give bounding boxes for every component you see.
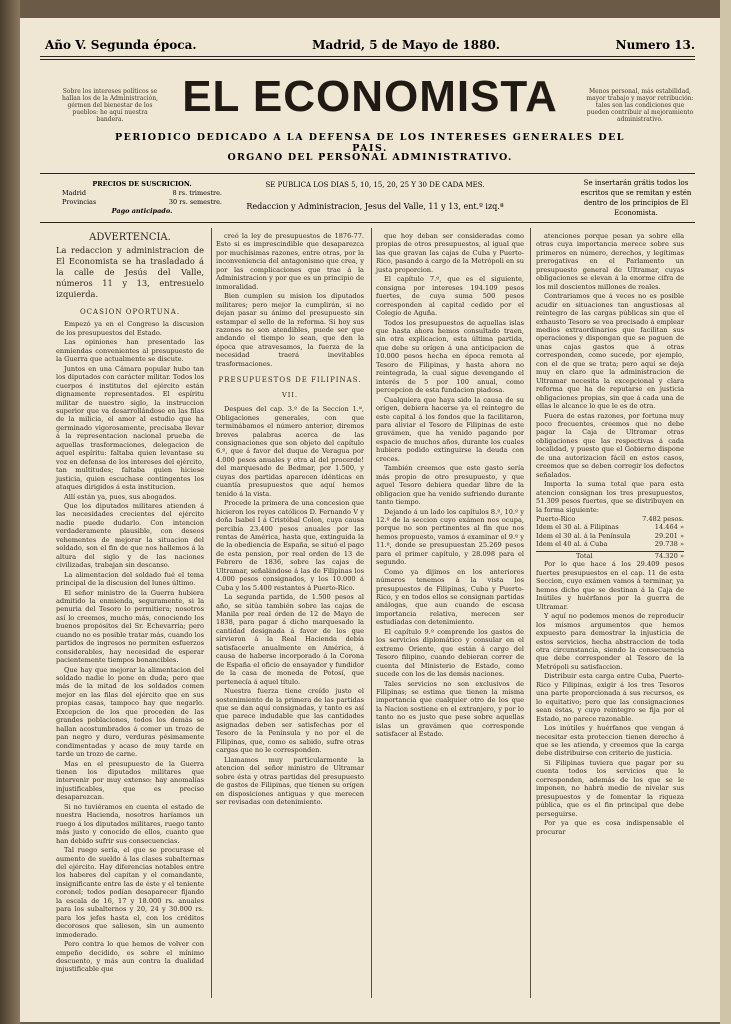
article-paragraph: El señor ministro de la Guerra hubiera admitido la enmienda, seguramente, si la penuria del Tesoro lo permitiera; nosotros así lo creemos, mucho más, conociendo los buenos propósitos del Sr. Echevarría; pero cuando no es posible tratar más, cuando los partidos de ingresos no permiten esfuerzos considerables, hay necesidad de esperar pacientemente tiempos bonancibles. xyxy=(56,588,204,665)
subscription-prices xyxy=(62,180,222,216)
page-edge xyxy=(720,0,731,1024)
masthead-rule-top xyxy=(40,56,695,57)
article-paragraph: Como ya dijimos en los anteriores números tenemos á la vista los presupuestos de Filipinas, Cuba y Puerto-Rico, y en todos ellos se consignan partidas análogas, que aun cuando de escasa importancia relativa, merecen ser estudiadas con detenimiento. xyxy=(376,567,524,627)
price-place: Madrid xyxy=(62,189,87,197)
article-heading: OCASION OPORTUNA. xyxy=(79,308,181,316)
table-value: 74.320 » xyxy=(654,551,684,560)
article-paragraph: Importa la suma total que para esta atencion consignan los tres presupuestos, 51.309 pesos fuertes, que se distribuyen en la forma siguiente: xyxy=(536,480,684,514)
article-paragraph: atenciones porque pesan ya sobre ella otras cuya importancia merece sobre sus primeros en número, derechos, y legítimas prerogativas en el Parlamento un presupuesto general de Ultramar, cuyas obligaciones se elevan á la enorme cifra de los mil doscientos millones de reales. xyxy=(536,232,684,291)
price-place: Provincias xyxy=(62,198,97,206)
column-separator xyxy=(371,228,372,998)
advertencia-heading: ADVERTENCIA. xyxy=(89,232,171,243)
article-paragraph: Que hay que mejorar la alimentacion del soldado nadie lo pone en duda; pero que más de la mitad de los soldados comen mejor en las filas del ejército que en sus propias casas, tampoco hay que negarlo. Excepcion de los que proceden de las grandes poblaciones, todos los demás se hallan acostumbrados á comer un trozo de pan negro y duro, verduras pésimamente condimentadas y acaso de muy tarde en tarde un trozo de carne. xyxy=(56,665,204,759)
column-2 xyxy=(216,232,364,807)
article-paragraph: Contrariamos que á veces no es posible acudir en situaciones tan angustiosas al reintegro de las cargas públicas sin que el exhausto Tesoro se vea precisado á emplear medios extraordinarios que facilitan sus operaciones y dispongan que se paguen de unas cajas gastos que á otras corresponden, como sucede, por ejemplo, con el de que se trata; pero aquí se deja muy en claro que la administracion de Ultramar necesita la excepcional y clara reforma que ha de reputarse en justicia obligaciones propias, sin que á cada una de ellas le alcance lo que le es de otra. xyxy=(536,292,684,411)
masthead-topline xyxy=(45,38,695,52)
article-paragraph: Tal ruego sería, el que se procurase el aumento de sueldo á las clases subalternas del ejército. Hay diferencias notables entre los haberes del capitan y el comandante, insignificante entre las de éste y el teniente coronel; todos podían desaparecer fijando la escala de 16, 17 y 18.000 rs. anuales para los subalternos y 20, 24 y 30.000 rs. para los jefes hasta el, con los créditos decorosos que saliesen, sin un aumento inmoderado. xyxy=(56,846,204,939)
issue-year: Año V. Segunda época. xyxy=(45,38,197,52)
article-paragraph: Por ya que es cosa indispensable el procurar xyxy=(536,819,684,836)
article-paragraph: Juntos en una Cámara popular hubo tan los diputados con carácter militar. Todos los cuerpos é institutos del ejército están dignamente representados. El espíritu militar de nuestro siglo, la instruccion superior que va desarrollándose en las filas de la milicia, el amor al estudio que ha germinado vigorosamente, precisaba llevar á la representacion nacional prueba de aquellas trasformaciones, delegacion de aquel espíritu: faltaba quien levantase su voz en defensa de los intereses del ejército, tan multitudes; faltaba quien hiciese justicia, quien escuchase contingentes los ataques dirigidos á esta institucion. xyxy=(56,364,204,492)
binding-edge xyxy=(0,0,20,1024)
table-value: 7.482 pesos. xyxy=(642,514,684,523)
price-value: 30 rs. semestre. xyxy=(168,198,222,206)
table-label: Total xyxy=(576,551,593,560)
article-paragraph: La segunda partida, de 1.500 pesos al año, se sitúa también sobre las cajas de Manila por real órden de 12 de Mayo de 1838, para pagar á dicho marquesado la cantidad designada á favor de los que sirvieron á la Real Hacienda debía satisfacerle anualmente en América, á causa de haberse incorporado á la Corona de España el oficio de ensayador y fundidor de la casa de moneda de Potosí, que pertenecía á aquel título. xyxy=(216,593,364,686)
article-paragraph: Las opiniones han presentado las enmiendas convenientes al presupuesto de la Guerra que actualmente se discute. xyxy=(56,338,204,364)
article-paragraph: Y aquí no podemos menos de reproducir los mismos argumentos que hemos expuesto para demostrar la injusticia de estos servicios, hecha abstraccion de toda otra circunstancia, siendo la consecuencia que debe corresponder al Tesoro de la Metrópoli su satisfaccion. xyxy=(536,612,684,671)
table-total-row xyxy=(536,551,684,561)
article-paragraph: Despues del cap. 3.º de la Seccion 1.ª, Obligaciones generales, con que terminábamos el número anterior, diremos breves palabras acerca de las consignaciones que son objeto del capítulo 6.º, que á favor del duque de Veragua por 4.000 pesos anuales y otra al del procerde! del marquesado de Bedmar, por 1.500, y cuyas dos partidas aparecen idénticas en cuantía presupuestos que aquí hemos tenido á la vista. xyxy=(216,405,364,498)
article-paragraph: Dejando á un lado los capítulos 8.º, 10.º y 12.º de la seccion cuyo exámen nos ocupa, porque no son pertinentes al fin que nos hemos propuesto, vamos á examinar el 9.º y 11.º, donde se presupuestan 25.269 pesos para el primer capítulo, y 28.098 para el segundo. xyxy=(376,507,524,567)
editorial-address: Redaccion y Administracion, Jesus del Valle, 11 y 13, ent.º izq.ª xyxy=(246,202,504,211)
column-4 xyxy=(536,232,684,837)
article-paragraph: Llamamos muy particularmente la atencion del señor ministro de Ultramar sobre ésta y otras partidas del presupuesto de gastos de Filipinas, que tienen su orígen en disposiciones antiguas y que merecen ser revisadas con detenimiento. xyxy=(216,755,364,806)
budget-table xyxy=(536,515,684,561)
table-label: Idem el 30 al. á Filipinas xyxy=(536,523,619,532)
article-paragraph: Los inútiles y huérfanos que vengan á necesitar esta proteccion tienen derecho á que se les atienda, y creemos que la carga debe distribuirse con criterio de justicia. xyxy=(536,724,684,758)
table-label: Idem el 30 al. á la Península xyxy=(536,531,631,540)
table-row xyxy=(536,540,684,549)
article-paragraph: También creemos que este gasto sería más propio de otro presupuesto, y que aquel Tesoro debiera quedar libre de la obligacion que ha venido sufriendo durante tanto tiempo. xyxy=(376,464,524,507)
table-value: 14.464 » xyxy=(654,523,684,532)
article-paragraph: Si no tuviéramos en cuenta el estado de nuestra Hacienda, nosotros haríamos un ruego á los diputados militares, ruego tanto más justo y conocido de ellos, cuanto que han debido sufrir sus consecuencias. xyxy=(56,802,204,845)
article-section-number: VII. xyxy=(281,390,299,399)
article-paragraph: Nuestra fuerza tiene creído justo el sostenimiento de la primera de las partidas que se dan aquí consignadas, y tanto es así que parece indudable que las cantidades asignadas deben ser satisfechas por el Tesoro de la Península y no por el de Filipinas, que, como es sabido, sufre otras cargas que no le corresponden. xyxy=(216,687,364,755)
insertion-notice: Se insertarán grátis todos los escritos que se remitan y estén dentro de los principios de El Economista. xyxy=(580,179,692,217)
prices-note: Pago anticipado. xyxy=(111,207,173,215)
column-3 xyxy=(376,232,524,740)
article-paragraph: Empezó ya en el Congreso la discusion de los presupuestos del Estado. xyxy=(56,320,204,337)
column-separator xyxy=(530,228,531,998)
article-paragraph: Procede la primera de una concesion que hicieron los reyes católicos D. Fernando V y doña Isabel I á Cristóbal Colon, cuya causa percibía 23.400 pesos anuales por las rentas de América, hasta que, extinguida la de la obediencia de España, se situó el pago de esta pension, por real orden de 13 de Febrero de 1836, sobre las cajas de Ultramar, señalándose á las de Filipinas los 4.000 pesos consignados, y los 10.000 á Cuba y los 5.400 restantes á Puerto-Rico. xyxy=(216,499,364,592)
motto-right: Menos personal, más estabilidad, mayor trabajo y mayor retribución: tales son las condiciones que pueden contribuir al mejoramiento administrativo. xyxy=(586,88,694,123)
article-paragraph: Pero contra lo que hemos de volver con empeño decidido, es sobre el mínimo descuento, y más aun contra la dualidad injustificable que xyxy=(56,940,204,974)
article-paragraph: Distribuir esta carga entre Cuba, Puerto-Rico y Filipinas, exigir á los tres Tesoros una parte proporcionada á sus recursos, es lo equitativo; pero que las consignaciones sean éstas, y cuyo reintegro se fija por el Estado, no parece razonable. xyxy=(536,672,684,723)
article-paragraph: Mas en el presupuesto de la Guerra tienen los diputados militares que intervenir por muy extenso: hay anomalías injustificables, que es preciso desaparezcan. xyxy=(56,759,204,802)
table-row xyxy=(536,515,684,524)
advertencia-box xyxy=(56,232,204,300)
newspaper-title: EL ECONOMISTA xyxy=(182,72,558,121)
article-paragraph: Por lo que hace á los 29.409 pesos fuertes presupuestos en el cap. 11 de esta Seccion, cuyo exámen vamos á terminar, ya hemos dicho que se destinan á la Caja de Inútiles y huérfanos por la guerra de Ultramar. xyxy=(536,560,684,611)
newspaper-subtitle: PERIODICO DEDICADO A LA DEFENSA DE LOS INTERESES GENERALES DEL PAIS. xyxy=(114,132,625,154)
article-paragraph: Allí están ya, pues, sus abogados. xyxy=(64,492,177,501)
issue-date: Madrid, 5 de Mayo de 1880. xyxy=(312,38,500,52)
issue-number: Numero 13. xyxy=(615,38,695,52)
newspaper-organ: ORGANO DEL PERSONAL ADMINISTRATIVO. xyxy=(227,152,513,163)
article-paragraph: Cualquiera que haya sido la causa de su orígen, debiera hacerse ya el reintegro de este capital á los fondos que la facilitaron, para aliviar el Tesoro de Filipinas de este gravámen, que ha venido pagando por espacio de muchos años, durante los cuales hubiera podido extinguirse la deuda con creces. xyxy=(376,395,524,463)
prices-heading: PRECIOS DE SUSCRICION. xyxy=(92,180,192,188)
article-paragraph: El capítulo 7.º, que es el siguiente, consigna por intereses 194.109 pesos fuertes, de cuya suma 500 pesos corresponden al capital cedido por el Colegio de Aguña. xyxy=(376,275,524,318)
article-paragraph: La alimentacion del soldado fué el tema principal de la discusion del lunes último. xyxy=(56,570,204,588)
article-paragraph: Bien cumplen su mision los diputados militares; pero mejor la cumplirán, si no dejan pasar su ánimo del presupuesto sin estampar el sello de la reforma. Si hoy sus razones no son atendibles, puede ser que andando el tiempo lo sean, que den la época que atravesamos, la fuerza de la necesidad traerá inevitables trasformaciones. xyxy=(216,292,364,368)
article-paragraph: Fuera de estas razones, por fortuna muy poco frecuentes, creemos que no debe pagar la Caja de Ultramar otras obligaciones que las respectivas á cada localidad, y puesto que el Gobierno dispone de una autorizacion fácil en estos casos, creemos que se deben corregir los defectos señalados. xyxy=(536,411,684,479)
article-paragraph: Todos los presupuestos de aquellas islas que hasta ahora hemos consultado traen, sin otra explicacion, esta última partida, que debe su orígen á una anticipacion de 10.000 pesos hecha en época remota al Tesoro de Filipinas, y hasta ahora no reintegrada, la cual sigue devengando el interés de 5 por 100 anual, como percepcion de esta fundacion piadosa. xyxy=(376,318,524,395)
columns-rule xyxy=(40,222,695,223)
table-row xyxy=(536,532,684,541)
motto-left: Sobre los intereses políticos se hallan los de la Administración, gérmen del bienestar de los pueblos: he aquí nuestra bandera. xyxy=(61,88,158,123)
price-value: 8 rs. trimestre. xyxy=(172,189,222,197)
table-value: 29.201 » xyxy=(654,531,684,540)
article-paragraph: Que los diputados militares atienden á las necesidades crecientes del ejército nadie puede dudarlo. Con intencion verdaderamente plausible, con deseos vehementes de mejorar la situacion del soldado, son el fin de que nos hallemos á la altura del siglo y de las naciones civilizadas, trabajan sin descanso. xyxy=(56,501,204,570)
masthead-rule-top2 xyxy=(40,59,695,60)
table-label: Idem el 40 al. á Cuba xyxy=(536,540,608,549)
header-rule xyxy=(40,173,695,174)
column-separator xyxy=(211,228,212,998)
column-1 xyxy=(56,232,204,975)
article-heading: PRESUPUESTOS DE FILIPINAS. xyxy=(218,376,362,385)
article-paragraph: El capítulo 9.º comprende los gastos de los servicios diplomático y consular en el extremo Oriente, que están á cargo del Tesoro filipino, cuando debieran correr de cuenta del Ministerio de Estado, como sucede con los de las demás naciones. xyxy=(376,627,524,679)
table-label: Puerto-Rico xyxy=(536,514,576,523)
article-paragraph: Si Filipinas tuviera que pagar por su cuenta todos los servicios que le corresponden, además de los que se le imponen, no habrá medio de nivelar sus presupuestos y de fomentar la riqueza pública, que es el fin principal que debe perseguirse. xyxy=(536,758,684,818)
table-row xyxy=(536,523,684,532)
publication-schedule: SE PUBLICA LOS DIAS 5, 10, 15, 20, 25 Y 30 DE CADA MES. xyxy=(265,181,485,189)
price-row xyxy=(62,198,222,207)
article-paragraph: creó la ley de presupuestos de 1876-77. Esto si es imprescindible que desaparezca por muchísimas razones, entre otras, por la inconveniencia del antagonismo que crea, y por las complicaciones que trae á la Administracion y por que es un principio de inmoralidad. xyxy=(216,232,364,291)
price-row xyxy=(62,189,222,198)
advertencia-text: La redaccion y administracion de El Economista se ha trasladado á la calle de Jesús del Valle, números 11 y 13, entresuelo izquierda. xyxy=(56,245,204,299)
table-value: 29.738 » xyxy=(654,540,684,549)
article-paragraph: Tales servicios no son exclusivos de Filipinas; se estima que tienen la misma importancia que cualquier otro de los que la Nacion sostiene en el extranjero, y por lo tanto no es justo que pese sobre aquellas islas un gravámen que corresponde satisfacer al Estado. xyxy=(376,679,524,739)
article-paragraph: que hoy deban ser consideradas como propias de otros presupuestos, al igual que las que gravan las cajas de Cuba y Puerto-Rico, pasando á cargo de la Metrópoli en su justa proporcion. xyxy=(376,232,524,274)
